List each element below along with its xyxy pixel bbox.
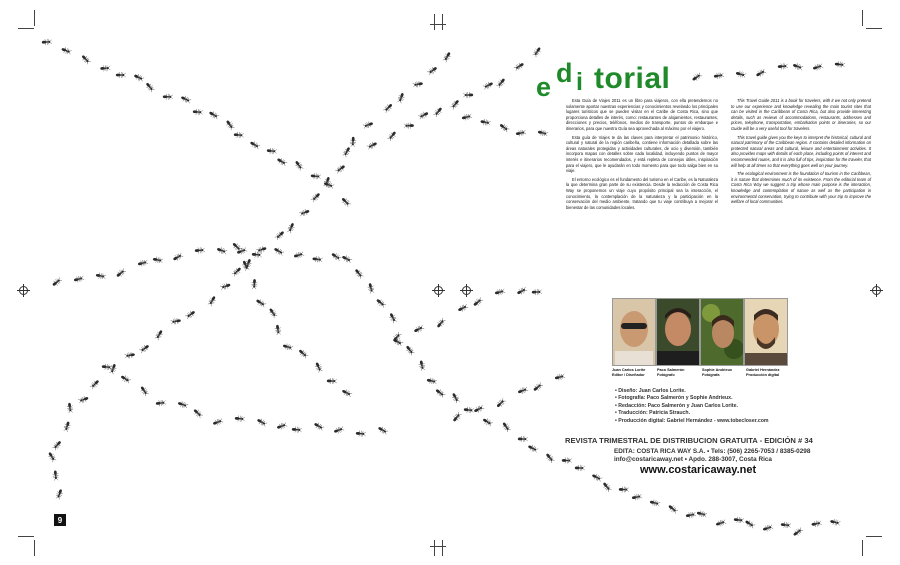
- registration-mark-icon: [434, 286, 443, 295]
- ant-icon: [256, 417, 268, 427]
- ant-icon: [404, 123, 414, 129]
- ant-icon: [450, 99, 461, 111]
- paragraph: El entorno ecológico es el fundamento del turismo en el Caribe, es la Naturaleza la que determina gran parte de su existencia. Desde la redacción de Costa Rica Way se proponemos un viaje cuyo propósito principal sea la interacción, el conocimiento, la contemplación de la naturaleza y la participación en la conservación del medio ambiente, tratando que tu viaje contribuya a mejorar el bienestar de las comunidades locales.: [566, 176, 718, 210]
- ant-icon: [367, 283, 375, 294]
- ant-icon: [327, 378, 337, 384]
- ant-icon: [274, 230, 285, 241]
- ant-icon: [537, 129, 548, 137]
- paragraph: The ecological environment is the foundation of tourism in the Caribbean, it is nature that determines much of its existence. From the editorial team of Costa Rica Way we suggest a trip whose main purpose is the interaction, knowledge and contemplation of nature as well as the participation in environmental conservation, trying to contribute with your trip to improve the welfare of local communities.: [731, 171, 871, 205]
- ant-icon: [366, 140, 378, 150]
- ant-icon: [464, 406, 475, 413]
- ant-icon: [341, 254, 353, 264]
- ant-icon: [273, 246, 285, 256]
- ant-icon: [212, 418, 223, 427]
- crop-mark: [862, 10, 863, 26]
- ant-icon: [180, 94, 192, 104]
- ant-icon: [207, 295, 217, 307]
- ant-icon: [276, 157, 288, 167]
- svg-text:9: 9: [57, 516, 63, 525]
- ant-icon: [762, 524, 773, 533]
- ant-icon: [78, 395, 89, 404]
- ant-icon: [496, 77, 507, 89]
- ant-icon: [353, 268, 364, 280]
- team-member-role: Editor / Diseñador: [612, 373, 645, 377]
- ant-icon: [463, 92, 473, 98]
- portrait-image: [613, 299, 655, 365]
- ant-icon: [185, 309, 197, 320]
- ant-icon: [133, 73, 145, 83]
- registration-mark-icon: [872, 286, 881, 295]
- ant-icon: [532, 289, 542, 295]
- ant-icon: [313, 421, 325, 431]
- ant-icon: [480, 118, 491, 126]
- ant-icon: [340, 196, 351, 207]
- ant-icon: [267, 148, 278, 155]
- team-member-name: Paco Salmerón: [657, 368, 685, 372]
- ant-icon: [517, 386, 528, 395]
- ant-icon: [619, 486, 629, 492]
- crop-mark: [434, 540, 435, 556]
- ant-icon: [601, 481, 612, 493]
- contact-line: info@costaricaway.net • Apdo. 288-3007, Costa Rica: [614, 456, 772, 464]
- credit-item: • Fotografía: Paco Salmerón y Sophie Andrieux.: [615, 395, 815, 402]
- credits-list: [615, 388, 815, 425]
- ant-icon: [274, 324, 281, 335]
- ant-icon: [235, 415, 245, 422]
- ant-icon: [120, 374, 132, 384]
- ant-icon: [249, 140, 261, 150]
- ant-icon: [830, 518, 841, 526]
- team-caption: [657, 368, 705, 378]
- ant-icon: [792, 62, 803, 71]
- crop-mark: [866, 536, 882, 537]
- ant-icon: [426, 377, 437, 385]
- ant-icon: [696, 510, 707, 518]
- ant-icon: [154, 329, 164, 341]
- ant-icon: [139, 385, 150, 397]
- ant-icon: [311, 173, 322, 180]
- ant-icon: [418, 360, 426, 371]
- crop-mark: [34, 10, 35, 26]
- spanish-text-column: [566, 98, 718, 213]
- ant-icon: [116, 72, 126, 78]
- ant-icon: [109, 363, 118, 374]
- ant-icon: [442, 51, 452, 63]
- ant-icon: [435, 317, 446, 329]
- team-member-name: Gabriel Hernández: [746, 368, 780, 372]
- team-member-name: Juan Carlos Lorite: [612, 368, 646, 372]
- ant-icon: [377, 425, 389, 435]
- publisher-info: [614, 448, 814, 465]
- team-caption: [702, 368, 750, 378]
- ant-icon: [755, 68, 767, 78]
- credit-item: • Producción digital: Gabriel Hernández - www.tobecloser.com: [615, 418, 815, 425]
- ant-icon: [152, 256, 163, 264]
- ant-icon: [234, 132, 244, 139]
- crop-mark: [866, 28, 882, 29]
- team-caption: [746, 368, 794, 378]
- team-member-role: Producción digital: [746, 373, 780, 377]
- ant-icon: [382, 102, 393, 113]
- ant-icon: [350, 137, 357, 147]
- ant-icon: [220, 282, 231, 291]
- ant-icon: [294, 160, 305, 172]
- ant-icon: [392, 337, 404, 347]
- ant-icon: [163, 94, 173, 100]
- ant-icon: [575, 465, 585, 471]
- ant-icon: [451, 411, 462, 423]
- ant-icon: [397, 92, 406, 103]
- ant-icon: [61, 46, 72, 55]
- ant-icon: [667, 503, 679, 514]
- credit-item: • Diseño: Juan Carlos Lorite.: [615, 388, 815, 395]
- ant-icon: [335, 164, 347, 175]
- ant-icon: [631, 493, 642, 501]
- paragraph: This travel guide gives you the keys to interpret the historical, cultural and natural patrimony of the Caribbean region. It contains detailed information on protected natural areas and cultural, leisure and entertainment activities. It also provides maps with details of each place, including points of interest and recommended routes, and it is also full of tips, inspiration for the traveler, that will help at all times so that everything goes well on your journey.: [731, 134, 871, 168]
- crop-mark: [430, 24, 446, 25]
- ant-icon: [473, 404, 485, 414]
- ant-icon: [137, 259, 148, 267]
- ant-icon: [292, 426, 302, 433]
- ant-icon: [297, 348, 308, 359]
- ant-icon: [433, 106, 444, 118]
- ant-icon: [387, 130, 398, 142]
- ant-icon: [715, 519, 726, 528]
- title-letters: torial: [594, 62, 671, 95]
- title-letter: i: [576, 68, 583, 96]
- ant-icon: [780, 521, 791, 528]
- ant-icon: [544, 452, 555, 464]
- ant-icon: [482, 80, 494, 90]
- ant-icon: [255, 298, 267, 308]
- ant-icon: [388, 312, 398, 324]
- ant-icon: [177, 400, 188, 409]
- ant-icon: [47, 451, 57, 463]
- ant-icon: [312, 256, 323, 263]
- ant-icon: [330, 251, 342, 261]
- title-letter: e: [536, 72, 552, 102]
- ant-icon: [155, 399, 166, 406]
- team-member-role: Fotógrafo: [657, 373, 675, 377]
- team-photo: [744, 298, 788, 366]
- ant-icon: [527, 443, 539, 453]
- ant-icon: [193, 109, 203, 116]
- team-photo: [656, 298, 700, 366]
- ant-icon: [515, 129, 526, 137]
- publisher-line: EDITA: COSTA RICA WAY S.A. • Tels: (506) 2265-7053 / 8385-0298: [614, 448, 811, 455]
- ant-icon: [482, 417, 494, 427]
- ant-icon: [102, 363, 113, 370]
- title-letter: d: [556, 58, 573, 88]
- ant-icon: [42, 39, 52, 46]
- ant-icon: [461, 113, 472, 121]
- ant-icon: [434, 387, 446, 398]
- ant-icon: [310, 192, 321, 203]
- ant-icon: [144, 81, 155, 93]
- team-member-role: Fotógrafa: [702, 373, 720, 377]
- ant-icon: [139, 343, 151, 354]
- ant-icon: [404, 344, 415, 356]
- crop-mark: [862, 540, 863, 556]
- magazine-headline: REVISTA TRIMESTRAL DE DISTRIBUCION GRATUITA - EDICIÓN # 34: [565, 436, 813, 445]
- ant-icon: [494, 288, 505, 296]
- ant-icon: [314, 361, 324, 373]
- ant-icon: [124, 351, 135, 359]
- ant-icon: [231, 266, 242, 277]
- crop-mark: [442, 540, 443, 556]
- ant-icon: [735, 70, 746, 78]
- ant-icon: [80, 54, 91, 65]
- team-caption: [612, 368, 660, 378]
- team-photo: [612, 298, 656, 366]
- ant-icon: [216, 246, 227, 255]
- ant-icon: [192, 408, 203, 419]
- ant-icon: [52, 470, 59, 481]
- ant-icon: [268, 307, 279, 319]
- ant-icon: [591, 472, 603, 482]
- ant-icon: [225, 119, 236, 131]
- team-member-name: Sophie Andrieux: [702, 368, 733, 372]
- ant-icon: [451, 392, 461, 404]
- ant-icon: [413, 324, 425, 334]
- ant-icon: [172, 252, 184, 262]
- ant-icon: [513, 61, 525, 71]
- ant-icon: [834, 61, 845, 68]
- ant-icon: [518, 436, 528, 442]
- ant-icon: [299, 208, 310, 217]
- ant-icon: [89, 379, 100, 390]
- website-link[interactable]: www.costaricaway.net: [640, 464, 757, 476]
- ant-icon: [811, 520, 822, 528]
- ant-icon: [744, 519, 756, 529]
- registration-mark-icon: [462, 286, 471, 295]
- ant-icon: [554, 373, 565, 381]
- portrait-image: [657, 299, 699, 365]
- ant-icon: [51, 277, 63, 288]
- ant-icon: [562, 457, 572, 463]
- crop-mark: [18, 28, 34, 29]
- ant-icon: [649, 499, 660, 507]
- ant-icon: [73, 275, 84, 283]
- ant-icon: [457, 303, 469, 313]
- ant-icon: [498, 122, 510, 133]
- ant-icon: [516, 286, 528, 296]
- ant-icon: [341, 388, 353, 398]
- ant-icon: [55, 488, 64, 499]
- ant-icon: [282, 343, 293, 352]
- english-text-column: [731, 98, 871, 208]
- ant-icon: [66, 402, 73, 413]
- team-photo: [700, 298, 744, 366]
- ant-icon: [362, 120, 373, 129]
- ant-icon: [208, 110, 220, 120]
- ant-icon: [293, 251, 304, 260]
- ant-icon: [95, 272, 106, 280]
- paragraph: This Travel Guide 2011 is a book for travelers, with it we not only pretend to use our experience and knowledge revealing the main tourist sites that can be visited in the Caribbean of Costa Rica, but also provide interesting details, such as reviews of accommodations, restaurants, addresses and prices, telephone, transportation, embarkation points or itineraries, so our Guide will be a very useful tool for travelers.: [731, 98, 871, 131]
- crop-mark: [18, 536, 34, 537]
- editorial-title: [536, 58, 736, 100]
- ant-icon: [276, 422, 287, 431]
- ant-icon: [532, 382, 544, 393]
- ant-icon: [412, 80, 423, 88]
- ant-icon: [115, 268, 127, 279]
- ant-icon: [685, 511, 696, 519]
- ant-icon: [170, 317, 181, 325]
- ant-icon: [52, 439, 63, 450]
- ant-icon: [251, 279, 258, 289]
- ant-icon: [418, 110, 430, 120]
- portrait-image: [701, 299, 743, 365]
- page-number-icon: [54, 514, 66, 526]
- paragraph: Esta Guía de Viajes 2011 es un libro para viajeros, con ella pretendemos no solamente aportar nuestras experiencias y conocimientos revelando los principales lugares turísticos que se pueden visitar en el Caribe de Costa Rica, sino que proporciona detalles de interés, como: restaurantes de alojamientos, restaurantes, direcciones y precios, teléfonos, medios de transporte, puntos de embarque e itinerarios, para que nuestra Guía sea aprovechada al máximo por el viajero.: [566, 98, 718, 131]
- credit-item: • Traducción: Patricia Strauch.: [615, 410, 815, 417]
- crop-mark: [442, 14, 443, 30]
- registration-mark-icon: [19, 286, 28, 295]
- ant-icon: [501, 421, 512, 433]
- portrait-image: [745, 299, 787, 365]
- ant-icon: [532, 46, 542, 58]
- crop-mark: [34, 540, 35, 556]
- ant-icon: [778, 63, 788, 70]
- ant-icon: [495, 397, 506, 408]
- ant-icon: [342, 146, 352, 158]
- ant-icon: [63, 421, 72, 432]
- ant-icon: [375, 297, 387, 308]
- crop-mark: [434, 14, 435, 30]
- ant-icon: [733, 516, 744, 523]
- ant-icon: [195, 247, 205, 254]
- crop-mark: [430, 546, 446, 547]
- paragraph: Esta guía de Viajes te da las claves para interpretar el patrimonio histórico, cultural y natural de la región caribeña, contiene información detallada sobre las áreas naturales protegidas y actividades culturales, de ocio y diversión, también incorpora mapas con detalles sobre cada localidad, incluyendo puntos de mayor interés e itinerarios recomendados, y está repleta de consejos útiles, inspiración para el viajero, que le ayudarán en todo momento para que todo salga bien en su viaje.: [566, 134, 718, 174]
- ant-icon: [792, 527, 804, 538]
- ant-icon: [356, 430, 366, 437]
- ant-icon: [427, 65, 439, 76]
- ant-icon: [333, 426, 344, 435]
- ant-icon: [472, 297, 484, 308]
- ant-icon: [100, 65, 110, 72]
- ant-icon: [286, 222, 295, 234]
- ant-icon: [812, 63, 823, 72]
- credit-item: • Redacción: Paco Salmerón y Juan Carlos Lorite.: [615, 403, 815, 410]
